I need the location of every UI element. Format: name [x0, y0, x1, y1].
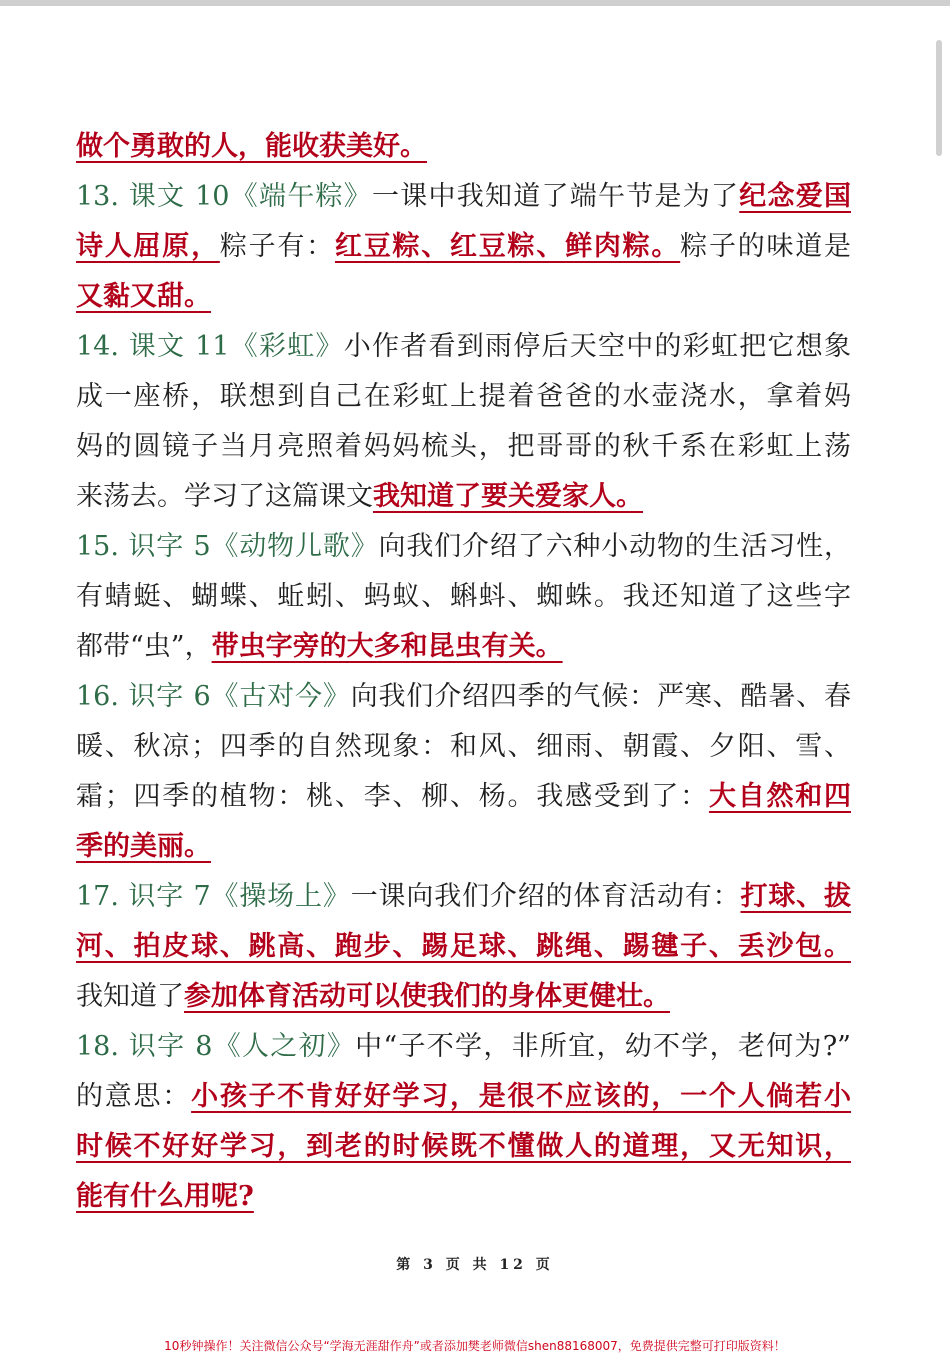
text-line	[76, 222, 851, 272]
body-text: 暖、秋凉；四季的自然现象：和风、细雨、朝霞、夕阳、雪、	[76, 731, 851, 762]
body-text: 有蜻蜓、蝴蝶、蚯蚓、蚂蚁、蝌蚪、蜘蛛。我还知道了这些字	[76, 581, 851, 612]
top-bar	[0, 0, 950, 6]
answer-text: 纪念爱国	[739, 181, 851, 212]
text-line	[76, 672, 851, 722]
scrollbar[interactable]	[936, 40, 942, 156]
page-number: 第 3 页 共 12 页	[396, 1257, 554, 1273]
promo-notice: 10秒钟操作！关注微信公众号“学海无涯甜作舟”或者添加樊老师微信shen88168007，免费提供完整可打印版资料！	[164, 1339, 786, 1353]
answer-text: 小孩子不肯好好学习，是很不应该的，一个人倘若小	[191, 1081, 851, 1112]
body-text: 向我们介绍四季的气候：严寒、酷暑、春	[350, 681, 851, 712]
text-line	[76, 122, 851, 172]
section-heading: 14. 课文 11《彩虹》	[76, 331, 344, 362]
text-line	[76, 1072, 851, 1122]
text-line	[76, 1172, 851, 1222]
text-line	[76, 572, 851, 622]
answer-text: 大自然和四	[708, 781, 851, 812]
body-text: 成一座桥，联想到自己在彩虹上提着爸爸的水壶浇水，拿着妈	[76, 381, 851, 412]
text-line	[76, 822, 851, 872]
text-line	[76, 972, 851, 1022]
answer-text: 带虫字旁的大多和昆虫有关。	[211, 631, 563, 662]
text-line	[76, 372, 851, 422]
text-line	[76, 722, 851, 772]
text-line	[76, 172, 851, 222]
answer-text: 参加体育活动可以使我们的身体更健壮。	[184, 981, 670, 1012]
answer-text: 打球、拔	[740, 881, 851, 912]
body-text: 霜；四季的植物：桃、李、柳、杨。我感受到了：	[76, 781, 709, 812]
text-line	[76, 772, 851, 822]
text-line	[76, 922, 851, 972]
text-line	[76, 522, 851, 572]
section-heading: 17. 识字 7《操场上》	[76, 881, 351, 912]
body-text: 都带“虫”，	[76, 631, 212, 662]
section-heading: 13. 课文 10《端午粽》	[76, 181, 372, 212]
answer-text: 做个勇敢的人，能收获美好。	[76, 131, 427, 162]
body-text: 妈的圆镜子当月亮照着妈妈梳头，把哥哥的秋千系在彩虹上荡	[76, 431, 851, 462]
answer-text: 我知道了要关爱家人。	[373, 481, 643, 512]
body-text: 一课中我知道了端午节是为了	[371, 181, 740, 212]
answer-text: 河、拍皮球、跳高、跑步、踢足球、跳绳、踢毽子、丢沙包。	[76, 931, 851, 962]
answer-text: 能有什么用呢?	[76, 1181, 254, 1212]
body-text: 粽子有：	[219, 231, 335, 262]
body-text: 的意思：	[76, 1081, 192, 1112]
section-heading: 16. 识字 6《古对今》	[76, 681, 351, 712]
text-line	[76, 1022, 851, 1072]
answer-text: 诗人屈原，	[76, 231, 220, 262]
body-text: 粽子的味道是	[680, 231, 851, 262]
section-heading: 18. 识字 8《人之初》	[76, 1031, 356, 1062]
body-text: 来荡去。学习了这篇课文	[76, 481, 373, 512]
section-heading: 15. 识字 5《动物儿歌》	[76, 531, 379, 562]
answer-text: 时候不好好学习，到老的时候既不懂做人的道理，又无知识，	[76, 1131, 851, 1162]
text-line	[76, 872, 851, 922]
body-text: 向我们介绍了六种小动物的生活习性，	[378, 531, 851, 562]
text-line	[76, 272, 851, 322]
body-text: 我知道了	[76, 981, 184, 1012]
body-text: 小作者看到雨停后天空中的彩虹把它想象	[343, 331, 851, 362]
body-text: 中“子不学，非所宜，幼不学，老何为?”	[355, 1031, 851, 1062]
text-line	[76, 1122, 851, 1172]
text-line	[76, 322, 851, 372]
answer-text: 又黏又甜。	[76, 281, 211, 312]
body-text: 一课向我们介绍的体育活动有：	[350, 881, 741, 912]
answer-text: 季的美丽。	[76, 831, 211, 862]
answer-text: 红豆粽、红豆粽、鲜肉粽。	[334, 231, 681, 262]
text-line	[76, 422, 851, 472]
text-line	[76, 622, 851, 672]
document-body	[76, 122, 851, 1222]
text-line	[76, 472, 851, 522]
